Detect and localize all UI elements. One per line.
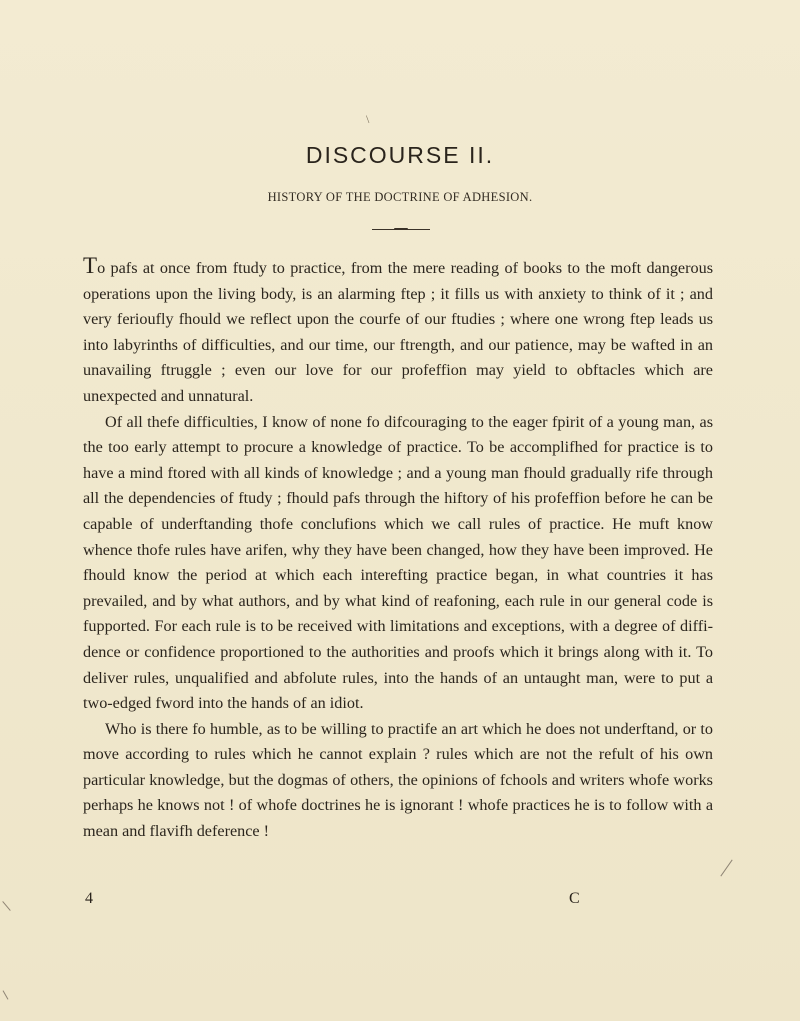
paragraph-1-text: o pafs at once from ftudy to practice, from the mere reading of books to the moft dangerous operations upon the living body, is an alarming ftep ; it fills us with anxiety to think of it ; and very ferioufly fhould we reflect upon the courfe of our ftudies ; where one wrong ftep leads us into labyrinths of difficulties, and our time, our ftrength, and our patience, may be wafted in an unavailing ftruggle ; even our love for our profeffion may yield to obftacles which are unexpected and unnatural. bbox=[83, 259, 713, 405]
page-number: 4 bbox=[85, 890, 93, 907]
drop-capital: T bbox=[83, 253, 98, 278]
margin-tick-mark: \ bbox=[366, 112, 370, 126]
page-title: DISCOURSE II. bbox=[305, 142, 495, 168]
decorative-rule bbox=[372, 229, 430, 230]
body-text bbox=[83, 253, 713, 845]
corner-scratch-mark-lower bbox=[3, 990, 9, 999]
paragraph-1 bbox=[83, 253, 713, 410]
corner-scratch-mark bbox=[2, 901, 10, 911]
paragraph-2: Of all thefe difficulties, I know of none fo difcouraging to the eager fpirit of a young man, as the too early attempt to procure a knowledge of practice. To be accomplifhed for practice is to have a mind ftored with all kinds of knowledge ; and a young man fhould gradually rife through all the dependencies of ftudy ; fhould pafs through the hiftory of his profeffion before he can be capable of underftanding thofe conclufions which we call rules of practice. He muft know whence thofe rules have arifen, why they have been changed, how they have been improved. He fhould know the period at which each interefting practice began, in what countries it has prevailed, and by what authors, and by what kind of reafoning, each rule in our general code is fupported. For each rule is to be received with limitations and exceptions, with a degree of diffidence or confidence proportioned to the authorities and proofs which it brings along with it. To deliver rules, unqualified and abfolute rules, into the hands of an untaught man, were to put a two-edged fword into the hands of an idiot. bbox=[83, 412, 713, 713]
signature-mark: C bbox=[569, 890, 580, 907]
chapter-subtitle: HISTORY OF THE DOCTRINE OF ADHESION. bbox=[267, 190, 533, 204]
paragraph-3: Who is there fo humble, as to be willing to practife an art which he does not underftand, or to move according to rules which he cannot explain ? rules which are not the refult of his own particular knowledge, but the dogmas of others, the opinions of fchools and writers whofe works perhaps he knows not ! of whofe doctrines he is ignorant ! whofe practices he is to follow with a mean and flavifh deference ! bbox=[83, 719, 713, 841]
margin-scratch-mark bbox=[720, 860, 732, 877]
